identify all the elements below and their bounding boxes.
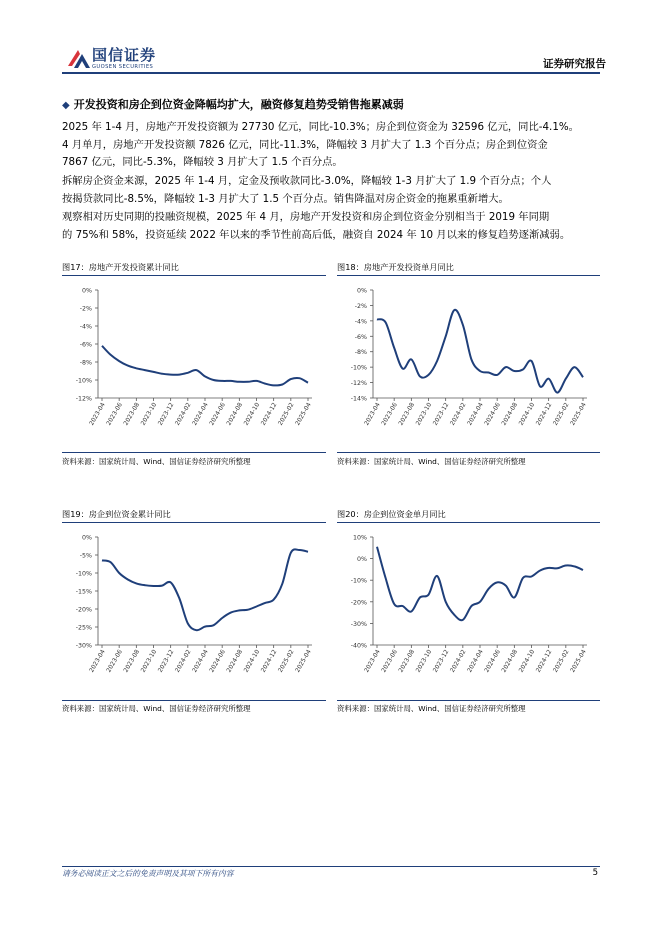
x-tick-label: 2024-12 bbox=[534, 648, 554, 674]
x-tick-label: 2025-02 bbox=[551, 401, 571, 427]
x-tick-label: 2023-12 bbox=[156, 401, 176, 427]
x-tick-label: 2024-08 bbox=[225, 401, 245, 427]
y-tick-label: -10% bbox=[350, 577, 367, 585]
figure-20-bottom-rule bbox=[337, 700, 600, 701]
footer-divider bbox=[62, 866, 600, 867]
paragraph-line: 4 月单月，房地产开发投资额 7826 亿元，同比-11.3%，降幅较 3 月扩大了 1.3 个百分点；房企到位资金 bbox=[62, 138, 548, 151]
figure-20-source: 资料来源：国家统计局、Wind、国信证券经济研究所整理 bbox=[337, 704, 526, 713]
series-line bbox=[102, 549, 308, 630]
x-tick-label: 2024-12 bbox=[259, 648, 279, 674]
paragraph-line: 的 75%和 58%，投资延续 2022 年以来的季节性前高后低，融资自 2024 年 10 月以来的修复趋势逐渐减弱。 bbox=[62, 228, 571, 241]
figure-18-title: 图18：房地产开发投资单月同比 bbox=[337, 262, 454, 272]
y-tick-label: -40% bbox=[350, 642, 367, 650]
y-tick-label: -8% bbox=[354, 349, 367, 357]
paragraph-line: 2025 年 1-4 月，房地产开发投资额为 27730 亿元，同比-10.3%；房企到位资金为 32596 亿元，同比-4.1%。 bbox=[62, 121, 579, 133]
figure-20-title: 图20：房企到位资金单月同比 bbox=[337, 509, 446, 519]
x-tick-label: 2023-08 bbox=[122, 401, 142, 427]
figure-18-source: 资料来源：国家统计局、Wind、国信证券经济研究所整理 bbox=[337, 457, 526, 466]
x-tick-label: 2023-04 bbox=[363, 401, 382, 427]
y-tick-label: -10% bbox=[75, 570, 92, 578]
x-tick-label: 2023-10 bbox=[139, 648, 159, 674]
figure-19-chart bbox=[62, 527, 326, 697]
figure-20-top-rule bbox=[337, 522, 600, 523]
x-tick-label: 2023-12 bbox=[156, 648, 176, 674]
x-tick-label: 2023-08 bbox=[397, 401, 417, 427]
x-tick-label: 2023-04 bbox=[88, 401, 107, 427]
section-heading bbox=[62, 96, 602, 112]
y-tick-label: -25% bbox=[75, 624, 92, 632]
figure-17-title: 图17：房地产开发投资累计同比 bbox=[62, 262, 179, 272]
y-tick-label: 0% bbox=[82, 287, 92, 295]
x-tick-label: 2025-04 bbox=[294, 648, 313, 674]
y-tick-label: -10% bbox=[75, 377, 92, 385]
figure-17-bottom-rule bbox=[62, 452, 326, 453]
paragraph-1 bbox=[62, 119, 602, 172]
y-tick-label: -2% bbox=[354, 302, 367, 310]
series-line bbox=[377, 310, 583, 393]
y-tick-label: -4% bbox=[354, 318, 367, 326]
page-number: 5 bbox=[592, 868, 598, 878]
x-tick-label: 2023-08 bbox=[122, 648, 142, 674]
footer-disclaimer: 请务必阅读正文之后的免责声明及其项下所有内容 bbox=[62, 869, 234, 878]
x-tick-label: 2024-06 bbox=[483, 648, 502, 674]
x-tick-label: 2024-10 bbox=[517, 401, 537, 427]
x-tick-label: 2024-02 bbox=[448, 648, 468, 674]
figure-18-top-rule bbox=[337, 275, 600, 276]
x-tick-label: 2025-02 bbox=[551, 648, 571, 674]
figure-17-chart bbox=[62, 280, 326, 450]
y-tick-label: -12% bbox=[75, 395, 92, 403]
x-tick-label: 2024-10 bbox=[242, 401, 262, 427]
figure-19-source: 资料来源：国家统计局、Wind、国信证券经济研究所整理 bbox=[62, 704, 251, 713]
y-tick-label: -14% bbox=[350, 395, 367, 403]
x-tick-label: 2024-04 bbox=[466, 401, 485, 427]
y-tick-label: -2% bbox=[79, 305, 92, 313]
x-tick-label: 2024-12 bbox=[259, 401, 279, 427]
x-tick-label: 2024-04 bbox=[191, 648, 210, 674]
paragraph-2 bbox=[62, 173, 602, 208]
x-tick-label: 2025-04 bbox=[294, 401, 313, 427]
x-tick-label: 2024-08 bbox=[225, 648, 245, 674]
paragraph-3 bbox=[62, 209, 602, 244]
x-tick-label: 2023-12 bbox=[431, 648, 451, 674]
x-tick-label: 2024-10 bbox=[517, 648, 537, 674]
x-tick-label: 2023-08 bbox=[397, 648, 417, 674]
x-tick-label: 2024-02 bbox=[448, 401, 468, 427]
y-tick-label: -20% bbox=[350, 599, 367, 607]
paragraph-line: 7867 亿元，同比-5.3%，降幅较 3 月扩大了 1.5 个百分点。 bbox=[62, 156, 343, 168]
logo-mark-icon bbox=[66, 46, 92, 72]
x-tick-label: 2023-10 bbox=[139, 401, 159, 427]
x-tick-label: 2024-06 bbox=[483, 401, 502, 427]
x-tick-label: 2024-02 bbox=[173, 401, 193, 427]
figure-19-top-rule bbox=[62, 522, 326, 523]
x-tick-label: 2023-04 bbox=[363, 648, 382, 674]
y-tick-label: -30% bbox=[75, 642, 92, 650]
x-tick-label: 2023-06 bbox=[380, 401, 399, 427]
figure-18-bottom-rule bbox=[337, 452, 600, 453]
x-tick-label: 2023-10 bbox=[414, 648, 434, 674]
y-tick-label: -15% bbox=[75, 588, 92, 596]
y-tick-label: 0% bbox=[357, 287, 367, 295]
figure-19-title: 图19：房企到位资金累计同比 bbox=[62, 509, 171, 519]
figure-17-source: 资料来源：国家统计局、Wind、国信证券经济研究所整理 bbox=[62, 457, 251, 466]
y-tick-label: -12% bbox=[350, 380, 367, 388]
y-tick-label: -20% bbox=[75, 606, 92, 614]
y-tick-label: 0% bbox=[357, 556, 367, 564]
paragraph-line: 观察相对历史同期的投融资规模，2025 年 4 月，房地产开发投资和房企到位资金分别相当于 2019 年同期 bbox=[62, 211, 550, 223]
x-tick-label: 2023-06 bbox=[105, 401, 124, 427]
x-tick-label: 2024-08 bbox=[500, 401, 520, 427]
logo-text-cn: 国信证券 bbox=[92, 46, 157, 64]
paragraph-line: 拆解房企资金来源，2025 年 1-4 月，定金及预收款同比-3.0%，降幅较 1-3 月扩大了 1.9 个百分点；个人 bbox=[62, 175, 552, 187]
series-line bbox=[102, 346, 308, 386]
x-tick-label: 2023-06 bbox=[380, 648, 399, 674]
figure-18-chart bbox=[337, 280, 600, 450]
x-tick-label: 2024-12 bbox=[534, 401, 554, 427]
x-tick-label: 2025-04 bbox=[569, 401, 588, 427]
y-tick-label: -5% bbox=[79, 552, 92, 560]
x-tick-label: 2023-12 bbox=[431, 401, 451, 427]
y-tick-label: -4% bbox=[79, 323, 92, 331]
x-tick-label: 2025-04 bbox=[569, 648, 588, 674]
x-tick-label: 2025-02 bbox=[276, 648, 296, 674]
logo-text-en: GUOSEN SECURITIES bbox=[92, 64, 154, 70]
y-tick-label: -6% bbox=[79, 341, 92, 349]
x-tick-label: 2024-04 bbox=[466, 648, 485, 674]
x-tick-label: 2024-06 bbox=[208, 648, 227, 674]
series-line bbox=[377, 547, 583, 621]
paragraph-line: 按揭贷款同比-8.5%，降幅较 1-3 月扩大了 1.5 个百分点。销售降温对房企资金的拖累重新增大。 bbox=[62, 192, 509, 205]
x-tick-label: 2024-04 bbox=[191, 401, 210, 427]
figure-17-top-rule bbox=[62, 275, 326, 276]
y-tick-label: 0% bbox=[82, 534, 92, 542]
header-divider bbox=[62, 72, 600, 74]
diamond-bullet-icon: ◆ bbox=[62, 100, 70, 111]
x-tick-label: 2024-02 bbox=[173, 648, 193, 674]
x-tick-label: 2023-04 bbox=[88, 648, 107, 674]
y-tick-label: -8% bbox=[79, 359, 92, 367]
y-tick-label: -10% bbox=[350, 364, 367, 372]
figure-19-bottom-rule bbox=[62, 700, 326, 701]
section-title: 开发投资和房企到位资金降幅均扩大，融资修复趋势受销售拖累减弱 bbox=[73, 98, 404, 111]
y-tick-label: -30% bbox=[350, 620, 367, 628]
figure-20-chart bbox=[337, 527, 600, 697]
x-tick-label: 2023-06 bbox=[105, 648, 124, 674]
report-type-label: 证券研究报告 bbox=[543, 58, 606, 70]
x-tick-label: 2025-02 bbox=[276, 401, 296, 427]
y-tick-label: 10% bbox=[353, 534, 367, 542]
x-tick-label: 2024-10 bbox=[242, 648, 262, 674]
x-tick-label: 2024-06 bbox=[208, 401, 227, 427]
x-tick-label: 2024-08 bbox=[500, 648, 520, 674]
x-tick-label: 2023-10 bbox=[414, 401, 434, 427]
y-tick-label: -6% bbox=[354, 333, 367, 341]
